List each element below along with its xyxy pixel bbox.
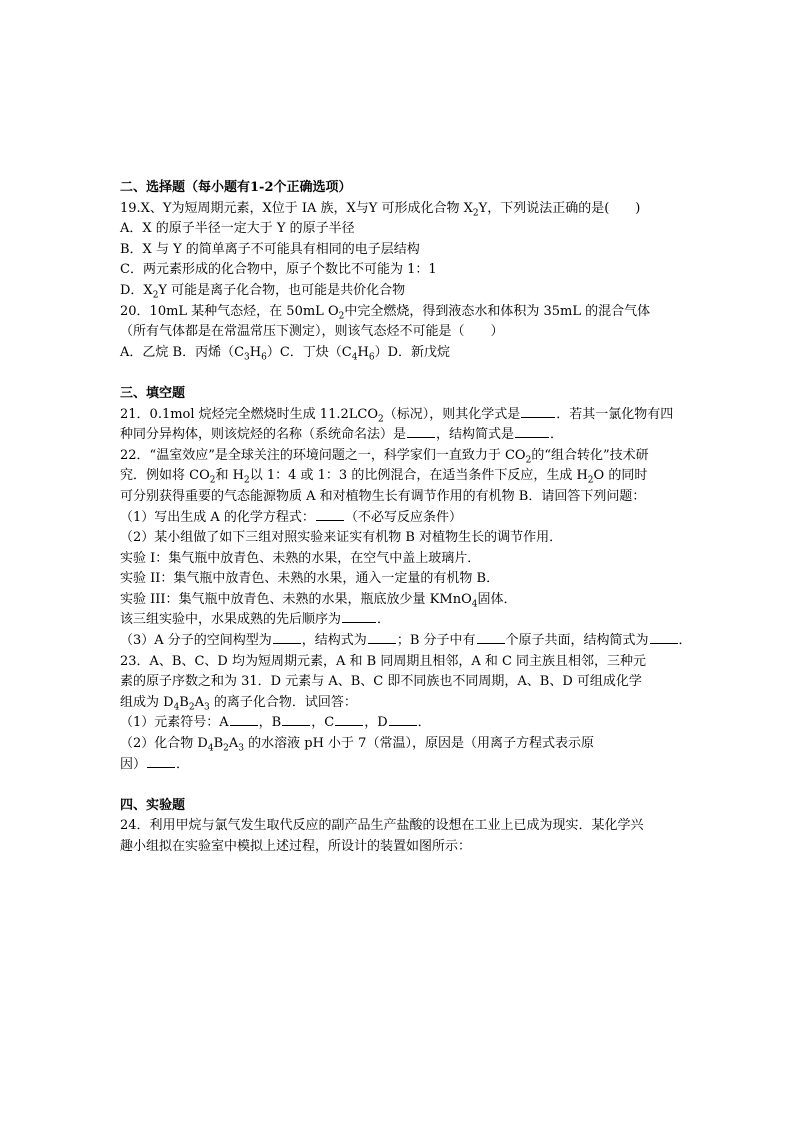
q24-line2: 趣小组拟在实验室中模拟上述过程，所设计的装置如图所示： [120,839,472,854]
q19-option-d: D．$X_2Y$ 可能是离子化合物，也可能是共价化合物 [120,282,406,301]
q22-line4: （1）写出生成 A 的化学方程式： （不必写反应条件） [120,509,462,525]
answer-blank[interactable] [650,632,678,644]
q22-line6: 实验 I：集气瓶中放青色、未熟的水果，在空气中盖上玻璃片． [120,550,481,566]
q23-line2: 素的原子序数之和为 31．D 元素与 A、B、C 即不同族也不同周期，A、B、D 可组成化学 [120,674,642,690]
answer-blank[interactable] [521,406,555,418]
answer-blank[interactable] [147,756,175,768]
q22-line3: 可分别获得重要的气态能源物质 A 和对植物生长有调节作用的有机物 B．请回答下列问题： [120,488,646,504]
q23-line1: 23．A、B、C、D 均为短周期元素，A 和 B 同周期且相邻，A 和 C 同主族且相邻，三种元 [120,653,647,669]
answer-blank[interactable] [230,714,258,726]
q23-line6: 因） ． [120,756,190,772]
q20-stem-line1: 20．10mL 某种气态烃，在 50mL $O_2$中完全燃烧，得到液态水和体积为 35mL 的混合气体 [120,303,651,322]
answer-blank[interactable] [335,714,363,726]
q22-line2: 究．例如将 $CO_2$和 $H_2$以 1：4 或 1：3 的比例混合，在适当条件下反应，生成 $H_2O$ 的同时 [120,468,648,486]
answer-blank[interactable] [282,714,310,726]
section-heading-choice: 二、选择题（每小题有1-2个正确选项） [120,180,352,195]
q19-option-b: B．X 与 Y 的简单离子不可能具有相同的电子层结构 [120,241,420,257]
q23-line5: （2）化合物 $D_4B_2A_3$ 的水溶液 pH 小于 7（常温），原因是（用离子方程式表示原 [120,736,594,754]
q22-line7: 实验 II：集气瓶中放青色、未熟的水果，通入一定量的有机物 B． [120,571,500,587]
q22-line8: 实验 III：集气瓶中放青色、未熟的水果，瓶底放少量 KMnO$_4$固体． [120,591,517,610]
q19-option-a: A．X 的原子半径一定大于 Y 的原子半径 [120,221,355,237]
q21-line2: 种同分异构体，则该烷烃的名称（系统命名法）是 ，结构简式是 ． [120,427,564,443]
q22-line10: （3）A 分子的空间构型为 ，结构式为 ；B 分子中有 个原子共面，结构简式为 ． [120,633,692,649]
answer-blank[interactable] [407,426,435,438]
section-heading-experiment: 四、实验题 [120,797,186,813]
q23-line4: （1）元素符号：A ，B ，C ，D ． [120,715,431,731]
q20-options: A．乙烷 B．丙烯$(C_3H_6)C$．丁炔$(C_4H_6)D$．新戊烷 [120,344,450,363]
answer-blank[interactable] [368,632,396,644]
answer-blank[interactable] [389,714,417,726]
q22-line9: 该三组实验中，水果成熟的先后顺序为 ． [120,612,391,628]
q19-stem: 19.X、Y为短周期元素，X位于 IA 族，X与Y 可形成化合物 $X_2Y$，下列说法正确的是( ) [120,200,641,219]
q23-line3: 组成为 $D_4B_2A_3$ 的离子化合物．试回答： [120,694,357,713]
answer-blank[interactable] [316,509,344,521]
q22-line1: 22．“温室效应”是全球关注的环境问题之一，科学家们一直致力于 $CO_2$的“组合转化”技术研 [120,447,649,466]
answer-blank[interactable] [273,632,301,644]
q21-line1: 21．0.1mol 烷烃完全燃烧时生成 $11.2LCO_2$（标况），则其化学式是 ．若其一氯化物有四 [120,406,674,425]
q19-option-c: C．两元素形成的化合物中，原子个数比不可能为 1：1 [120,262,437,278]
q24-line1: 24．利用甲烷与氯气发生取代反应的副产品生产盐酸的设想在工业上已成为现实．某化学兴 [120,818,644,834]
answer-blank[interactable] [515,426,549,438]
section-heading-fill: 三、填空题 [120,385,186,401]
q20-stem-line2: （所有气体都是在常温常压下测定），则该气态烃不可能是（ ） [120,324,504,340]
answer-blank[interactable] [477,632,505,644]
answer-blank[interactable] [342,611,376,623]
exam-page [120,178,692,858]
q22-line5: （2）某小组做了如下三组对照实验来证实有机物 B 对植物生长的调节作用． [120,530,563,546]
